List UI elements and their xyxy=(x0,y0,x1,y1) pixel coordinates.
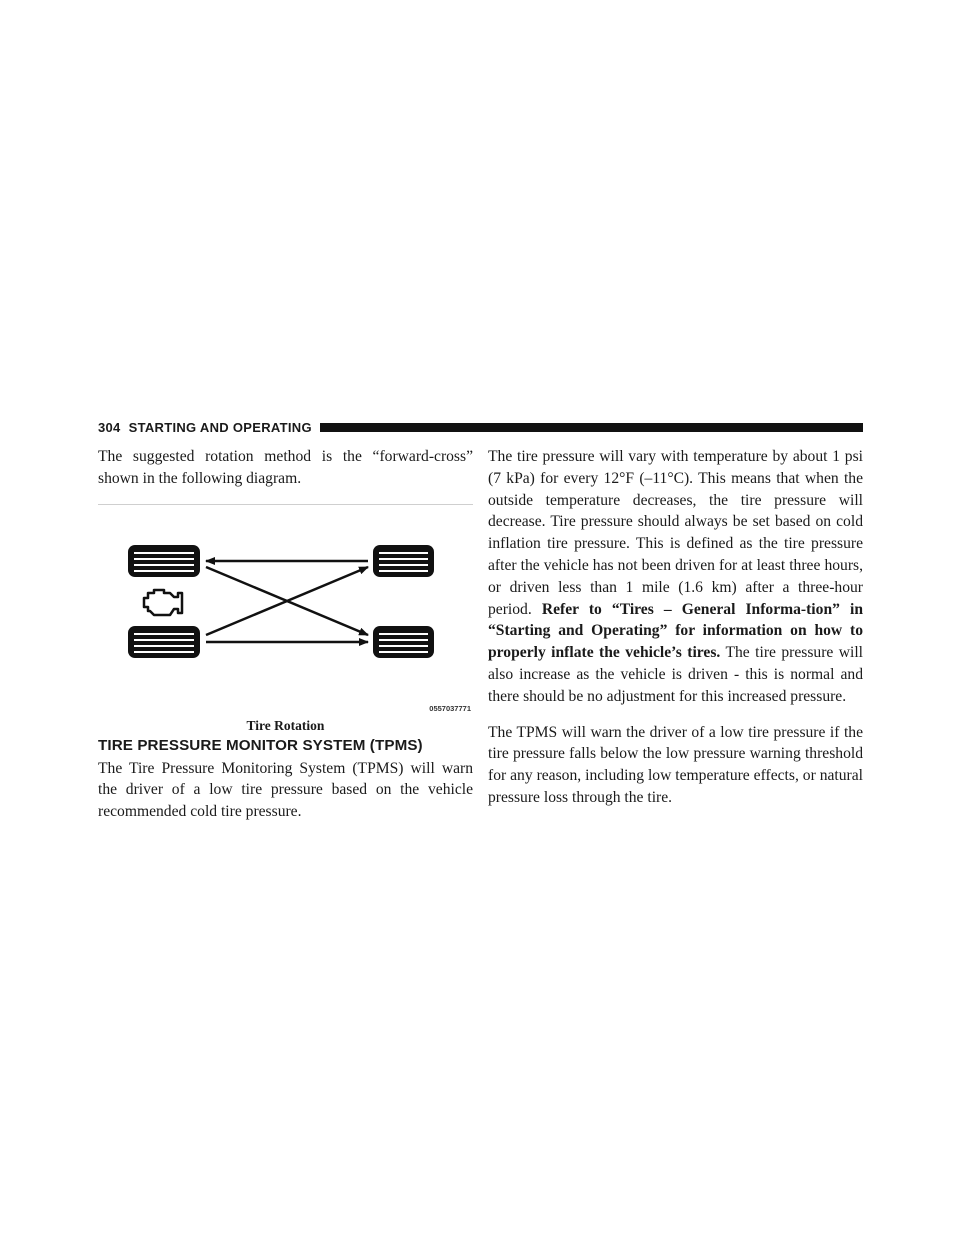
figure-id: 0557037771 xyxy=(429,703,471,713)
left-column xyxy=(98,446,473,823)
tire-rotation-figure xyxy=(98,504,473,715)
tire-rear-left-icon xyxy=(128,626,200,658)
section-heading: TIRE PRESSURE MONITOR SYSTEM (TPMS) xyxy=(98,736,423,754)
page-number: 304 xyxy=(98,419,121,435)
tire-rear-right-icon xyxy=(373,626,434,658)
intro-paragraph: The suggested rotation method is the “forward-cross” shown in the following diagram. xyxy=(98,448,473,487)
engine-icon xyxy=(144,590,182,615)
temperature-text-end: The tire pressure will also increase as the vehicle is driven - this is normal and there should be no adjustment for this increased pressure. xyxy=(488,644,864,705)
page-header xyxy=(98,418,863,436)
tire-rotation-diagram xyxy=(98,505,473,715)
header-rule xyxy=(320,423,863,432)
tire-front-right-icon xyxy=(373,545,434,577)
figure-caption: Tire Rotation xyxy=(246,717,325,733)
warning-paragraph: The TPMS will warn the driver of a low tire pressure if the tire pressure falls below the low pressure warning threshold for any reason, including low temperature effects, or natural pressure loss through the tire. xyxy=(488,723,863,806)
section-title: STARTING AND OPERATING xyxy=(128,419,312,435)
temperature-text: The tire pressure will vary with temperature by about 1 psi (7 kPa) for every 12°F (–11°C). This means that when the outside temperature decreases, the tire pressure will decrease. Tire pressure should always be set based on cold inflation tire pressure. This is defined as the tire pressure after the vehicle has not been driven for at least three hours, or driven less than 1 mile (1.6 km) after a three-hour period. xyxy=(488,448,863,618)
cross-reference: Refer to “Tires – General Informa-tion” in “Starting and Operating” for information on how to properly inflate the vehicle’s tires. xyxy=(488,600,863,662)
tire-front-left-icon xyxy=(128,545,200,577)
right-column xyxy=(488,446,863,809)
tpms-intro-paragraph: The Tire Pressure Monitoring System (TPMS) will warn the driver of a low tire pressure based on the vehicle recommended cold tire pressure. xyxy=(98,759,473,821)
temperature-paragraph xyxy=(488,446,863,708)
